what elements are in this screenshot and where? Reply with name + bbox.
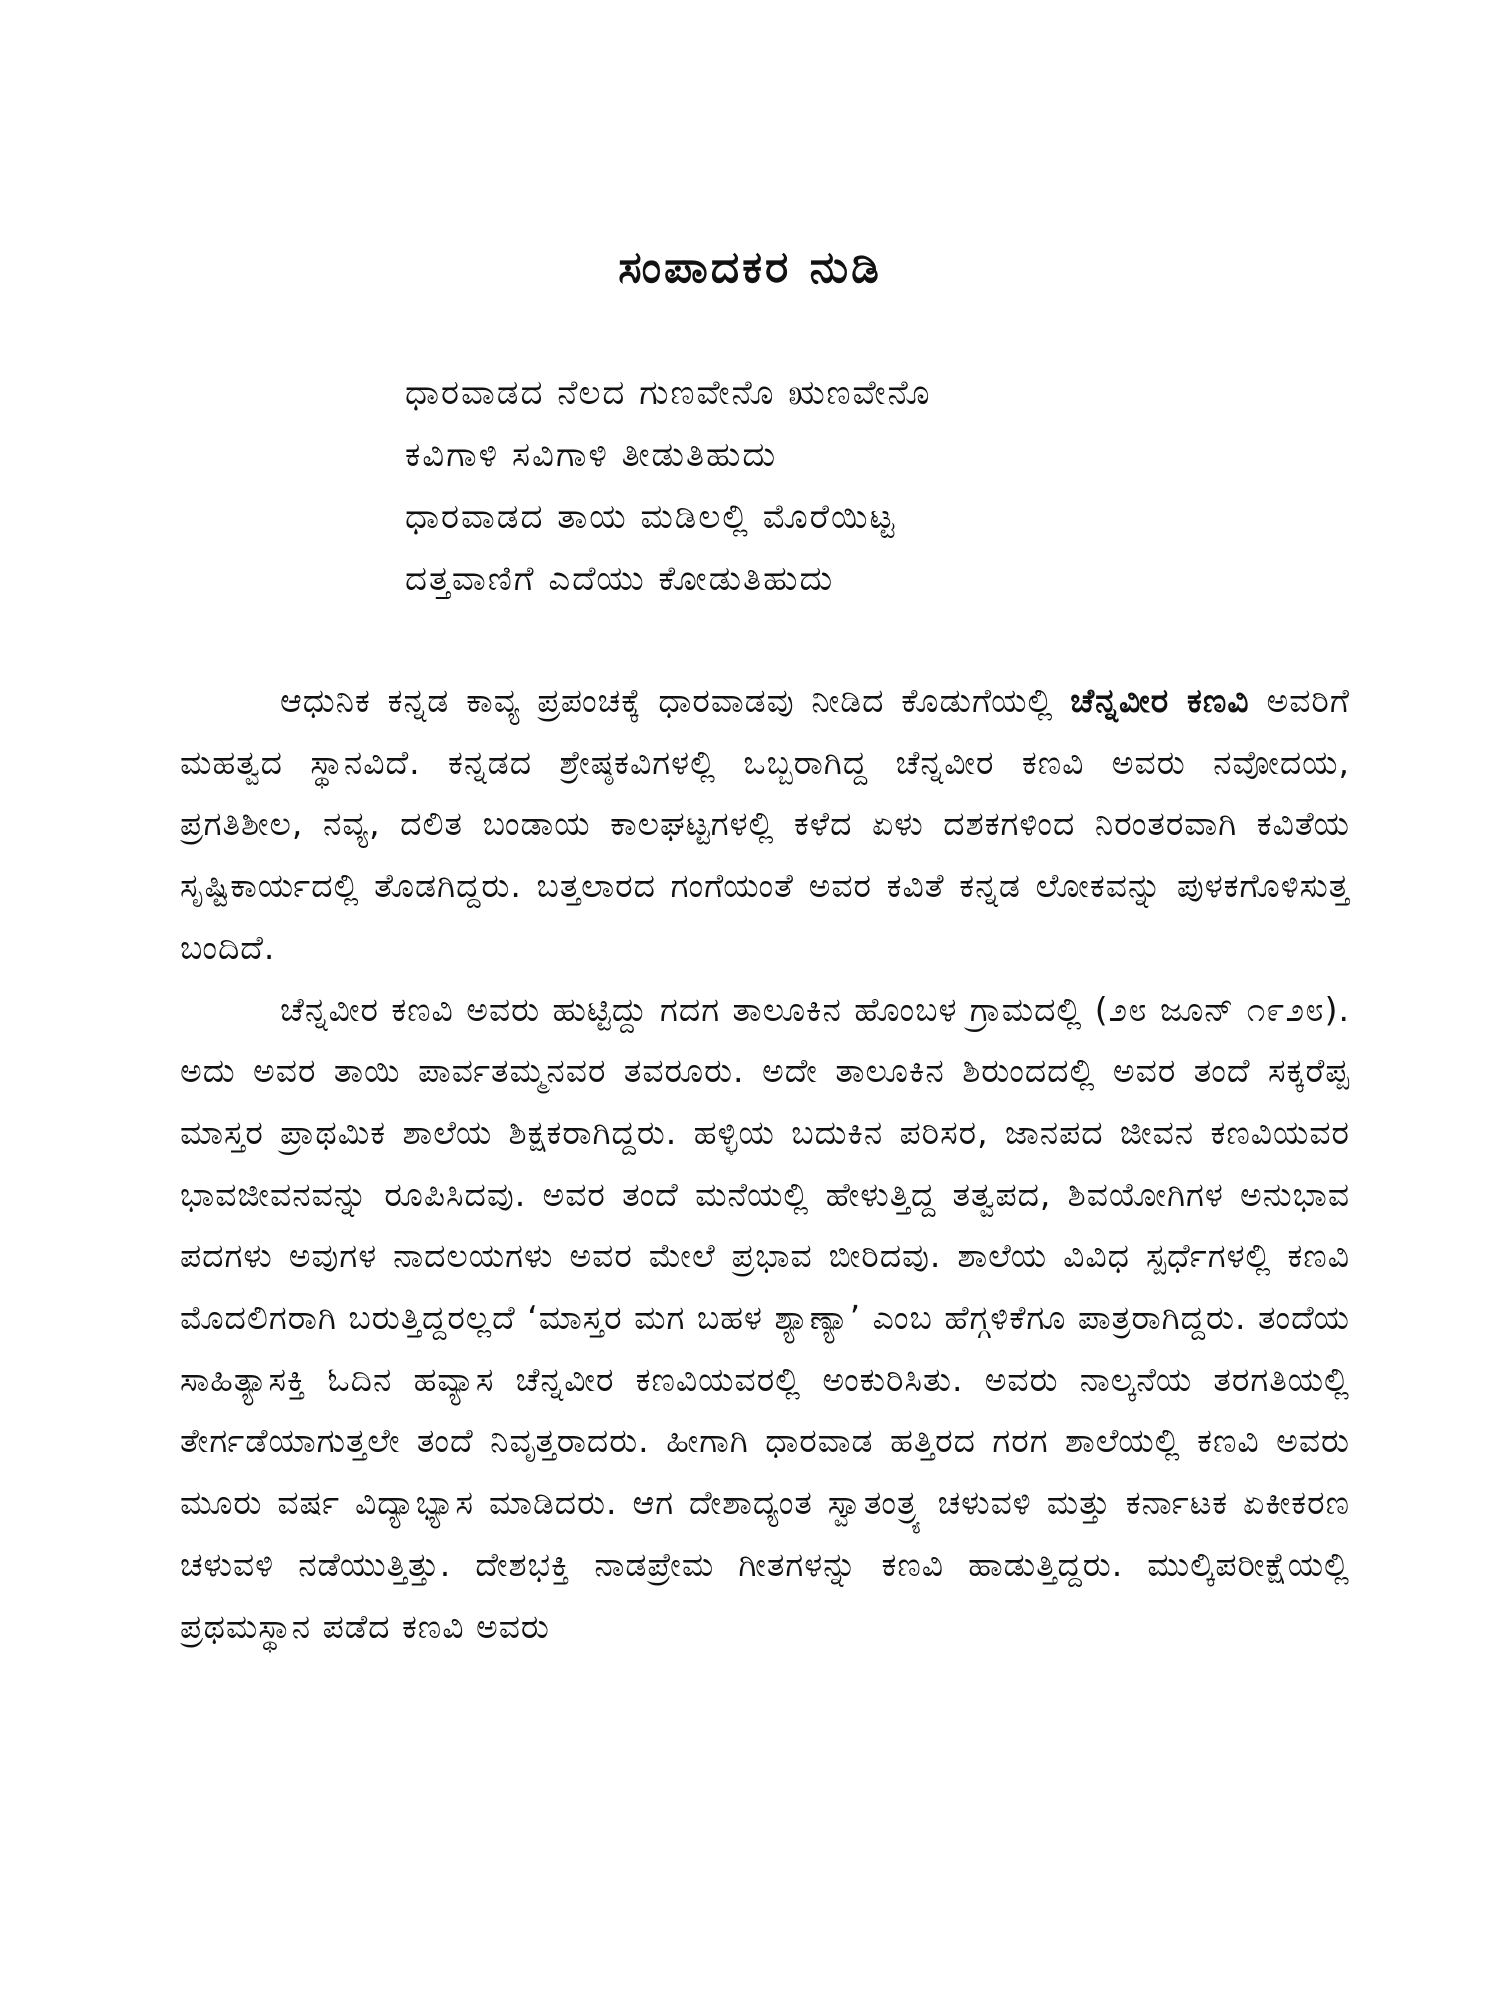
- body-text: [180, 670, 1350, 1657]
- poem-line-2: ಕವಿಗಾಳಿ ಸವಿಗಾಳಿ ತೀಡುತಿಹುದು: [405, 435, 778, 475]
- poem-line-3: ಧಾರವಾಡದ ತಾಯ ಮಡಿಲಲ್ಲಿ ಮೊರೆಯಿಟ್ಟ: [405, 497, 897, 537]
- poem-line-1: ಧಾರವಾಡದ ನೆಲದ ಗುಣವೇನೊ ಋಣವೇನೊ: [405, 373, 932, 413]
- page-title: ಸಂಪಾದಕರ ನುಡಿ: [618, 242, 882, 293]
- paragraph-biography: ಚೆನ್ನವೀರ ಕಣವಿ ಅವರು ಹುಟ್ಟಿದ್ದು ಗದಗ ತಾಲೂಕಿನ ಹೊಂಬಳ ಗ್ರಾಮದಲ್ಲಿ (೨೮ ಜೂನ್ ೧೯೨೮). ಅದು ಅವರ ತಾಯಿ ಪಾರ್ವತಮ್ಮನವರ ತವರೂರು. ಅದೇ ತಾಲೂಕಿನ ಶಿರುಂದದಲ್ಲಿ ಅವರ ತಂದೆ ಸಕ್ಕರೆಪ್ಪ ಮಾಸ್ತರ ಪ್ರಾಥಮಿಕ ಶಾಲೆಯ ಶಿಕ್ಷಕರಾಗಿದ್ದರು. ಹಳ್ಳಿಯ ಬದುಕಿನ ಪರಿಸರ, ಜಾನಪದ ಜೀವನ ಕಣವಿಯವರ ಭಾವಜೀವನವನ್ನು ರೂಪಿಸಿದವು. ಅವರ ತಂದೆ ಮನೆಯಲ್ಲಿ ಹೇಳುತ್ತಿದ್ದ ತತ್ವಪದ, ಶಿವಯೋಗಿಗಳ ಅನುಭಾವ ಪದಗಳು ಅವುಗಳ ನಾದಲಯಗಳು ಅವರ ಮೇಲೆ ಪ್ರಭಾವ ಬೀರಿದವು. ಶಾಲೆಯ ವಿವಿಧ ಸ್ಪರ್ಧೆಗಳಲ್ಲಿ ಕಣವಿ ಮೊದಲಿಗರಾಗಿ ಬರುತ್ತಿದ್ದರಲ್ಲದೆ ‘ಮಾಸ್ತರ ಮಗ ಬಹಳ ಶ್ಯಾಣ್ಯಾ’ ಎಂಬ ಹೆಗ್ಗಳಿಕೆಗೂ ಪಾತ್ರರಾಗಿದ್ದರು. ತಂದೆಯ ಸಾಹಿತ್ಯಾಸಕ್ತಿ ಓದಿನ ಹವ್ಯಾಸ ಚೆನ್ನವೀರ ಕಣವಿಯವರಲ್ಲಿ ಅಂಕುರಿಸಿತು. ಅವರು ನಾಲ್ಕನೆಯ ತರಗತಿಯಲ್ಲಿ ತೇರ್ಗಡೆಯಾಗುತ್ತಲೇ ತಂದೆ ನಿವೃತ್ತರಾದರು. ಹೀಗಾಗಿ ಧಾರವಾಡ ಹತ್ತಿರದ ಗರಗ ಶಾಲೆಯಲ್ಲಿ ಕಣವಿ ಅವರು ಮೂರು ವರ್ಷ ವಿದ್ಯಾಭ್ಯಾಸ ಮಾಡಿದರು. ಆಗ ದೇಶಾದ್ಯಂತ ಸ್ವಾತಂತ್ರ್ಯ ಚಳುವಳಿ ಮತ್ತು ಕರ್ನಾಟಕ ಏಕೀಕರಣ ಚಳುವಳಿ ನಡೆಯುತ್ತಿತ್ತು. ದೇಶಭಕ್ತಿ ನಾಡಪ್ರೇಮ ಗೀತಗಳನ್ನು ಕಣವಿ ಹಾಡುತ್ತಿದ್ದರು. ಮುಲ್ಕಿಪರೀಕ್ಷೆಯಲ್ಲಿ ಪ್ರಥಮಸ್ಥಾನ ಪಡೆದ ಕಣವಿ ಅವರು: [180, 989, 1350, 1646]
- paragraph-intro: [180, 670, 1350, 979]
- poem-line-4: ದತ್ತವಾಣಿಗೆ ಎದೆಯು ಕೋಡುತಿಹುದು: [405, 559, 835, 599]
- epigraph-poem: [405, 362, 1305, 610]
- paragraph-intro-rest: ಅವರಿಗೆ ಮಹತ್ವದ ಸ್ಥಾನವಿದೆ. ಕನ್ನಡದ ಶ್ರೇಷ್ಠಕವಿಗಳಲ್ಲಿ ಒಬ್ಬರಾಗಿದ್ದ ಚೆನ್ನವೀರ ಕಣವಿ ಅವರು ನವೋದಯ, ಪ್ರಗತಿಶೀಲ, ನವ್ಯ, ದಲಿತ ಬಂಡಾಯ ಕಾಲಘಟ್ಟಗಳಲ್ಲಿ ಕಳೆದ ಏಳು ದಶಕಗಳಿಂದ ನಿರಂತರವಾಗಿ ಕವಿತೆಯ ಸೃಷ್ಟಿಕಾರ್ಯದಲ್ಲಿ ತೊಡಗಿದ್ದರು. ಬತ್ತಲಾರದ ಗಂಗೆಯಂತೆ ಅವರ ಕವಿತೆ ಕನ್ನಡ ಲೋಕವನ್ನು ಪುಳಕಗೊಳಿಸುತ್ತ ಬಂದಿದೆ.: [180, 681, 1350, 967]
- poet-name-bold: ಚೆನ್ನವೀರ ಕಣವಿ: [1070, 681, 1250, 720]
- paragraph-intro-lead: ಆಧುನಿಕ ಕನ್ನಡ ಕಾವ್ಯ ಪ್ರಪಂಚಕ್ಕೆ ಧಾರವಾಡವು ನೀಡಿದ ಕೊಡುಗೆಯಲ್ಲಿ: [280, 681, 1071, 720]
